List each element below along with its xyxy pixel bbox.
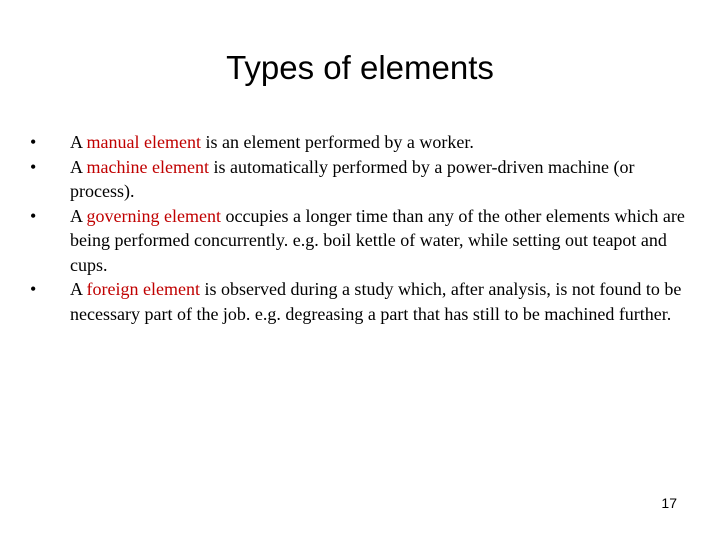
bullet-text: occupies a longer time than any of the other elements which are being performed concurrently. e.g. boil kettle of water, while setting out teapot and cups. xyxy=(70,205,685,275)
bullet-marker: • xyxy=(30,279,37,299)
term-machine-element: machine element xyxy=(86,156,209,177)
bullet-marker: • xyxy=(30,205,37,226)
bullet-item-manual-element xyxy=(30,130,690,155)
bullet-lead: A xyxy=(70,205,87,226)
bullet-lead: A xyxy=(70,132,87,152)
bullet-lead: A xyxy=(70,156,87,177)
bullet-marker: • xyxy=(30,132,37,152)
bullet-item-machine-element xyxy=(30,155,690,204)
bullet-text: is automatically performed by a power-driven machine (or process). xyxy=(70,156,635,201)
bullet-lead: A xyxy=(70,279,87,299)
bullet-text: is observed during a study which, after analysis, is not found to be necessary part of the job. e.g. degreasing a part that has still to be machined further. xyxy=(70,279,682,324)
bullet-text: is an element performed by a worker. xyxy=(200,132,474,152)
slide-title: Types of elements xyxy=(226,49,494,86)
bullet-marker: • xyxy=(30,156,37,177)
page-number: 17 xyxy=(661,495,677,511)
bullet-list xyxy=(30,130,690,326)
term-manual-element: manual element xyxy=(86,132,201,152)
term-governing-element: governing element xyxy=(86,205,221,226)
bullet-item-foreign-element xyxy=(30,277,690,326)
bullet-item-governing-element xyxy=(30,204,690,278)
term-foreign-element: foreign element xyxy=(86,279,200,299)
